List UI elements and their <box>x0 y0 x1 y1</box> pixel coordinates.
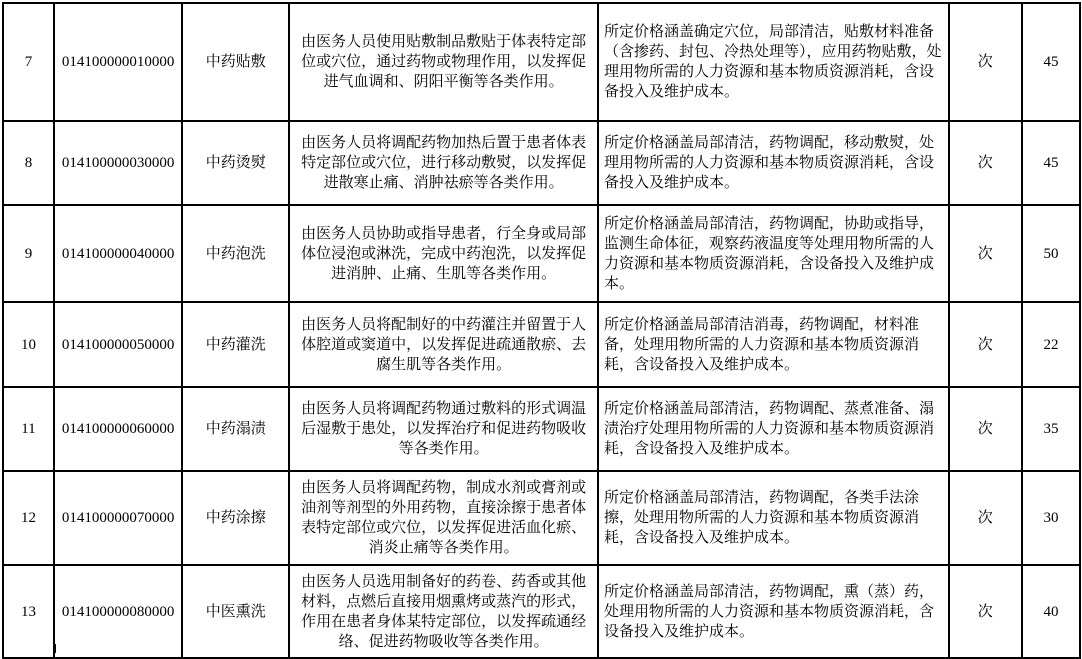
table-row <box>3 387 1080 471</box>
price-coverage-cell: 所定价格涵盖局部清洁，药物调配，协助或指导，监测生命体征，观察药液温度等处理用物所需的人力资源和基本物质资源消耗，含设备投入及维护成本。 <box>598 205 949 302</box>
price-coverage-cell: 所定价格涵盖局部清洁，药物调配、蒸煮准备、溻渍治疗处理用物所需的人力资源和基本物质资源消耗，含设备投入及维护成本。 <box>598 387 949 471</box>
code-cell: 014100000080000 <box>54 565 182 658</box>
unit-cell: 次 <box>949 471 1022 565</box>
price-cell: 45 <box>1022 3 1080 121</box>
code-cell: 014100000030000 <box>54 121 182 205</box>
price-coverage-cell: 所定价格涵盖局部清洁，药物调配，各类手法涂擦，处理用物所需的人力资源和基本物质资源消耗，含设备投入及维护成本。 <box>598 471 949 565</box>
service-name-cell: 中药烫熨 <box>182 121 289 205</box>
table-row <box>3 205 1080 302</box>
service-name-cell: 中药贴敷 <box>182 3 289 121</box>
table-row <box>3 302 1080 387</box>
seq-cell: 12 <box>3 471 54 565</box>
description-cell: 由医务人员使用贴敷制品敷贴于体表特定部位或穴位，通过药物或物理作用，以发挥促进气血调和、阴阳平衡等各类作用。 <box>289 3 598 121</box>
code-cell: 014100000040000 <box>54 205 182 302</box>
unit-cell: 次 <box>949 302 1022 387</box>
code-cell: 014100000010000 <box>54 3 182 121</box>
service-name-cell: 中药涂擦 <box>182 471 289 565</box>
service-name-cell: 中医熏洗 <box>182 565 289 658</box>
unit-cell: 次 <box>949 3 1022 121</box>
table-row <box>3 121 1080 205</box>
document-page <box>0 2 1082 653</box>
price-cell: 35 <box>1022 387 1080 471</box>
service-name-cell: 中药溻渍 <box>182 387 289 471</box>
description-cell: 由医务人员将配制好的中药灌注并留置于人体腔道或窦道中，以发挥促进疏通散瘀、去腐生肌等各类作用。 <box>289 302 598 387</box>
table-row <box>3 565 1080 658</box>
service-name-cell: 中药泡洗 <box>182 205 289 302</box>
price-coverage-cell: 所定价格涵盖局部清洁消毒，药物调配，材料准备，处理用物所需的人力资源和基本物质资源消耗，含设备投入及维护成本。 <box>598 302 949 387</box>
seq-cell: 8 <box>3 121 54 205</box>
table-row <box>3 3 1080 121</box>
table-border-stub <box>2 644 4 653</box>
unit-cell: 次 <box>949 121 1022 205</box>
price-coverage-cell: 所定价格涵盖局部清洁，药物调配，熏（蒸）药，处理用物所需的人力资源和基本物质资源消耗，含设备投入及维护成本。 <box>598 565 949 658</box>
description-cell: 由医务人员将调配药物加热后置于患者体表特定部位或穴位，进行移动敷熨，以发挥促进散寒止痛、消肿祛瘀等各类作用。 <box>289 121 598 205</box>
description-cell: 由医务人员协助或指导患者，行全身或局部体位浸泡或淋洗，完成中药泡洗，以发挥促进消肿、止痛、生肌等各类作用。 <box>289 205 598 302</box>
seq-cell: 13 <box>3 565 54 658</box>
unit-cell: 次 <box>949 205 1022 302</box>
medical-service-price-table <box>2 2 1081 659</box>
code-cell: 014100000060000 <box>54 387 182 471</box>
unit-cell: 次 <box>949 387 1022 471</box>
seq-cell: 7 <box>3 3 54 121</box>
price-coverage-cell: 所定价格涵盖确定穴位，局部清洁，贴敷材料准备（含掺药、封包、冷热处理等），应用药物贴敷，处理用物所需的人力资源和基本物质资源消耗，含设备投入及维护成本。 <box>598 3 949 121</box>
seq-cell: 9 <box>3 205 54 302</box>
seq-cell: 11 <box>3 387 54 471</box>
price-cell: 45 <box>1022 121 1080 205</box>
price-cell: 30 <box>1022 471 1080 565</box>
service-name-cell: 中药灌洗 <box>182 302 289 387</box>
price-cell: 50 <box>1022 205 1080 302</box>
code-cell: 014100000070000 <box>54 471 182 565</box>
price-cell: 40 <box>1022 565 1080 658</box>
code-cell: 014100000050000 <box>54 302 182 387</box>
price-cell: 22 <box>1022 302 1080 387</box>
price-coverage-cell: 所定价格涵盖局部清洁，药物调配，移动敷熨，处理用物所需的人力资源和基本物质资源消耗，含设备投入及维护成本。 <box>598 121 949 205</box>
table-border-stub <box>54 644 56 653</box>
seq-cell: 10 <box>3 302 54 387</box>
description-cell: 由医务人员将调配药物通过敷料的形式调温后湿敷于患处，以发挥治疗和促进药物吸收等各类作用。 <box>289 387 598 471</box>
description-cell: 由医务人员将调配药物，制成水剂或膏剂或油剂等剂型的外用药物，直接涂擦于患者体表特定部位或穴位，以发挥促进活血化瘀、消炎止痛等各类作用。 <box>289 471 598 565</box>
description-cell: 由医务人员选用制备好的药卷、药香或其他材料，点燃后直接用烟熏烤或蒸汽的形式，作用在患者身体某特定部位，以发挥疏通经络、促进药物吸收等各类作用。 <box>289 565 598 658</box>
unit-cell: 次 <box>949 565 1022 658</box>
table-row <box>3 471 1080 565</box>
